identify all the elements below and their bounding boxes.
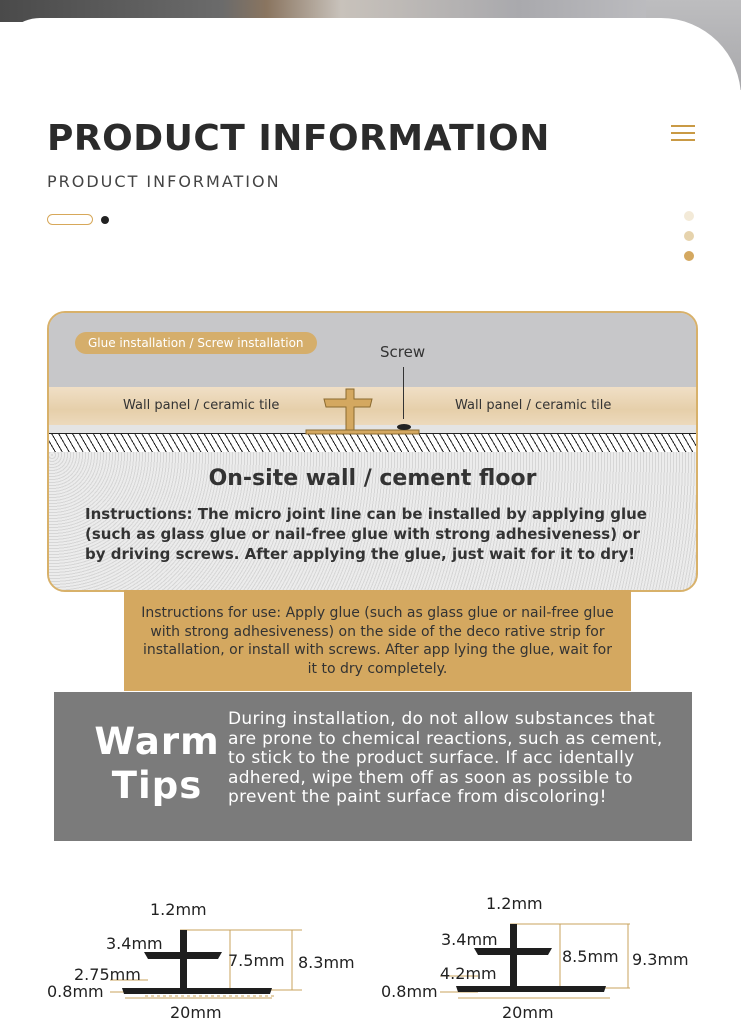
pager-dot [101,216,109,224]
screw-label: Screw [380,343,426,361]
profile-diagram-2 [378,880,708,1020]
usage-box [124,590,631,691]
dim-head: 3.4mm [106,934,163,953]
slide-dot-3[interactable] [684,251,694,261]
installation-instructions: Instructions: The micro joint line can be installed by applying glue (such as glass glue or nail-free glue with strong adhesiveness) or by driving screws. After applying the glue, just wait for it to dry! [85,505,647,563]
wall-panel-label-right: Wall panel / ceramic tile [455,398,612,413]
page-title: PRODUCT INFORMATION [47,118,550,159]
dim-total: 8.3mm [298,953,355,972]
usage-text: Instructions for use: Apply glue (such as glass glue or nail-free glue with strong adhesiveness) on the side of the deco rative strip for installation, or install with screws. After app lying the glue, wait for it to dry completely. [141,605,614,677]
strip-profile-icon [304,383,424,435]
warm-tips-text: During installation, do not allow substances that are prone to chemical reactions, such as cement, to stick to the product surface. If acc identally adhered, wipe them off as soon as possible to prevent the paint surface from discoloring! [228,709,663,807]
installation-diagram [47,311,698,592]
dim-top: 1.2mm [150,900,207,919]
dim-width: 20mm [502,1003,554,1022]
dim-height: 7.5mm [228,951,285,970]
dim-head: 3.4mm [441,930,498,949]
warm-tips-box [54,692,692,841]
slide-dot-1[interactable] [684,211,694,221]
dim-base: 0.8mm [381,982,438,1001]
slide-dot-2[interactable] [684,231,694,241]
dim-base: 0.8mm [47,982,104,1001]
dim-total: 9.3mm [632,950,689,969]
page-subtitle: PRODUCT INFORMATION [47,172,281,191]
warm-tips-title-line2: Tips [111,764,203,807]
installation-tag: Glue installation / Screw installation [75,332,317,354]
dim-height: 8.5mm [562,947,619,966]
dim-top: 1.2mm [486,894,543,913]
menu-icon[interactable] [671,125,695,145]
floor-title: On-site wall / cement floor [208,466,537,491]
dim-neck: 4.2mm [440,964,497,983]
profile-diagram-1 [40,880,370,1020]
wall-panel-label-left: Wall panel / ceramic tile [123,398,280,413]
dim-neck: 2.75mm [74,965,141,984]
pager-pill-indicator [47,214,93,225]
hatch-layer [49,433,696,453]
warm-tips-title-line1: Warm [94,720,220,763]
dim-width: 20mm [170,1003,222,1022]
warm-tips-title [82,720,232,808]
